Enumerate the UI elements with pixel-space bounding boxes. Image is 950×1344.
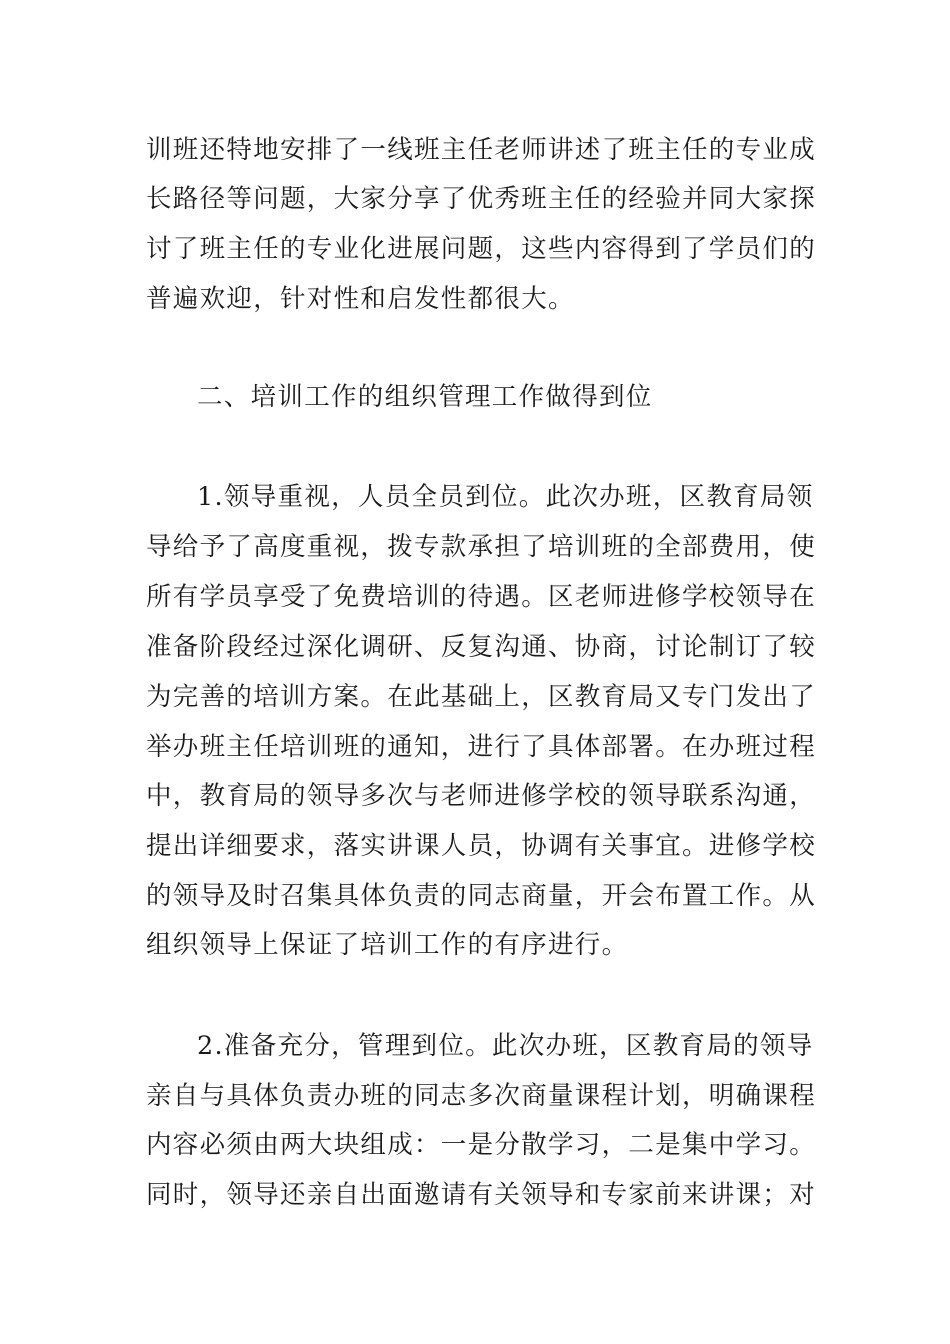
text-line: 训班还特地安排了一线班主任老师讲述了班主任的专业成 <box>146 135 817 165</box>
text-line: 准备阶段经过深化调研、反复沟通、协商，讨论制订了较 <box>146 632 817 662</box>
text-line: 亲自与具体负责办班的同志多次商量课程计划，明确课程 <box>146 1081 817 1111</box>
text-line: 为完善的培训方案。在此基础上，区教育局又专门发出了 <box>146 682 817 712</box>
text-line: 中，教育局的领导多次与老师进修学校的领导联系沟通， <box>146 781 817 811</box>
text-line: 讨了班主任的专业化进展问题，这些内容得到了学员们的 <box>146 234 817 264</box>
text-line: 长路径等问题，大家分享了优秀班主任的经验并同大家探 <box>146 184 817 214</box>
text-line: 组织领导上保证了培训工作的有序进行。 <box>146 930 629 960</box>
text-line: 导给予了高度重视，拨专款承担了培训班的全部费用，使 <box>146 532 817 562</box>
text-line: 内容必须由两大块组成：一是分散学习，二是集中学习。 <box>146 1130 817 1160</box>
section-heading: 二、培训工作的组织管理工作做得到位 <box>197 382 653 412</box>
text-line: 普遍欢迎，针对性和启发性都很大。 <box>146 284 575 314</box>
text-line: 的领导及时召集具体负责的同志商量，开会布置工作。从 <box>146 881 817 911</box>
text-line: 1.领导重视，人员全员到位。此次办班，区教育局领 <box>197 482 814 512</box>
text-line: 同时，领导还亲自出面邀请有关领导和专家前来讲课；对 <box>146 1180 817 1210</box>
text-line: 举办班主任培训班的通知，进行了具体部署。在办班过程 <box>146 732 817 762</box>
text-line: 提出详细要求，落实讲课人员，协调有关事宜。进修学校 <box>146 831 817 861</box>
text-line: 2.准备充分，管理到位。此次办班，区教育局的领导 <box>197 1031 814 1061</box>
text-line: 所有学员享受了免费培训的待遇。区老师进修学校领导在 <box>146 582 817 612</box>
